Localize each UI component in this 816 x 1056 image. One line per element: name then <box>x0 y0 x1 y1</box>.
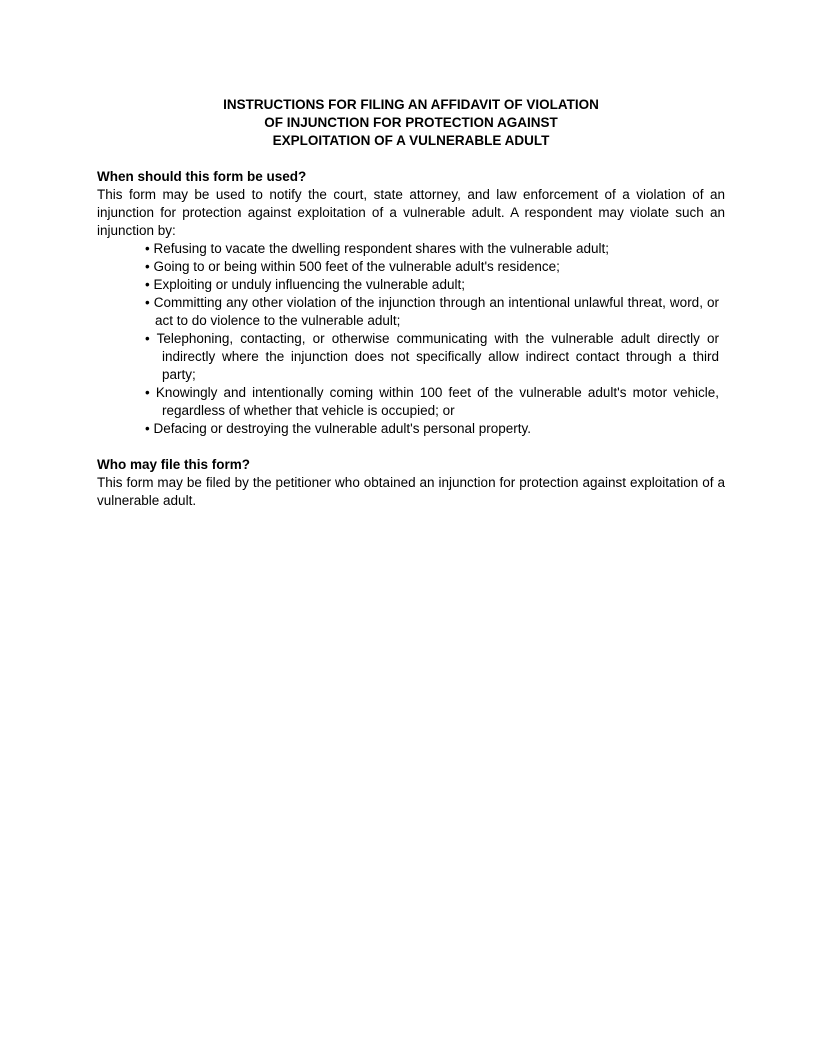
list-item <box>145 258 719 276</box>
list-item <box>145 420 719 438</box>
bullet-icon: • <box>145 385 150 400</box>
list-item-text: Committing any other violation of the injunction through an intentional unlawful threat, word, or act to do violence to the vulnerable adult; <box>153 295 719 328</box>
list-item-text: Exploiting or unduly influencing the vulnerable adult; <box>153 277 465 292</box>
title-line-2: OF INJUNCTION FOR PROTECTION AGAINST <box>264 115 558 130</box>
list-item-text: Going to or being within 500 feet of the vulnerable adult's residence; <box>153 259 560 274</box>
bullet-icon: • <box>145 295 150 310</box>
bullet-icon: • <box>145 331 150 346</box>
bullet-icon: • <box>145 277 150 292</box>
list-item-text: Knowingly and intentionally coming within 100 feet of the vulnerable adult's motor vehicle, regardless of whether that vehicle is occupied; or <box>155 385 719 418</box>
section-body-when: This form may be used to notify the court, state attorney, and law enforcement of a violation of an injunction for protection against exploitation of a vulnerable adult. A respondent may violate such an injunction by: <box>97 187 725 238</box>
section-heading-when: When should this form be used? <box>97 169 307 184</box>
bullet-icon: • <box>145 421 150 436</box>
list-item <box>145 330 719 384</box>
title-line-1: INSTRUCTIONS FOR FILING AN AFFIDAVIT OF VIOLATION <box>223 97 599 112</box>
section-heading-who: Who may file this form? <box>97 457 251 472</box>
bullet-icon: • <box>145 241 150 256</box>
title-line-3: EXPLOITATION OF A VULNERABLE ADULT <box>272 133 550 148</box>
list-item-text: Refusing to vacate the dwelling respondent shares with the vulnerable adult; <box>153 241 610 256</box>
list-item <box>145 240 719 258</box>
list-item <box>145 276 719 294</box>
list-item-text: Defacing or destroying the vulnerable adult's personal property. <box>153 421 532 436</box>
list-item <box>145 294 719 330</box>
document-page <box>97 96 725 510</box>
list-item <box>145 384 719 420</box>
list-item-text: Telephoning, contacting, or otherwise communicating with the vulnerable adult directly or indirectly where the injunction does not specifically allow indirect contact through a third party; <box>156 331 719 382</box>
document-title <box>97 96 725 150</box>
violation-list <box>97 240 719 438</box>
section-body-who: This form may be filed by the petitioner who obtained an injunction for protection against exploitation of a vulnerable adult. <box>97 475 725 508</box>
bullet-icon: • <box>145 259 150 274</box>
